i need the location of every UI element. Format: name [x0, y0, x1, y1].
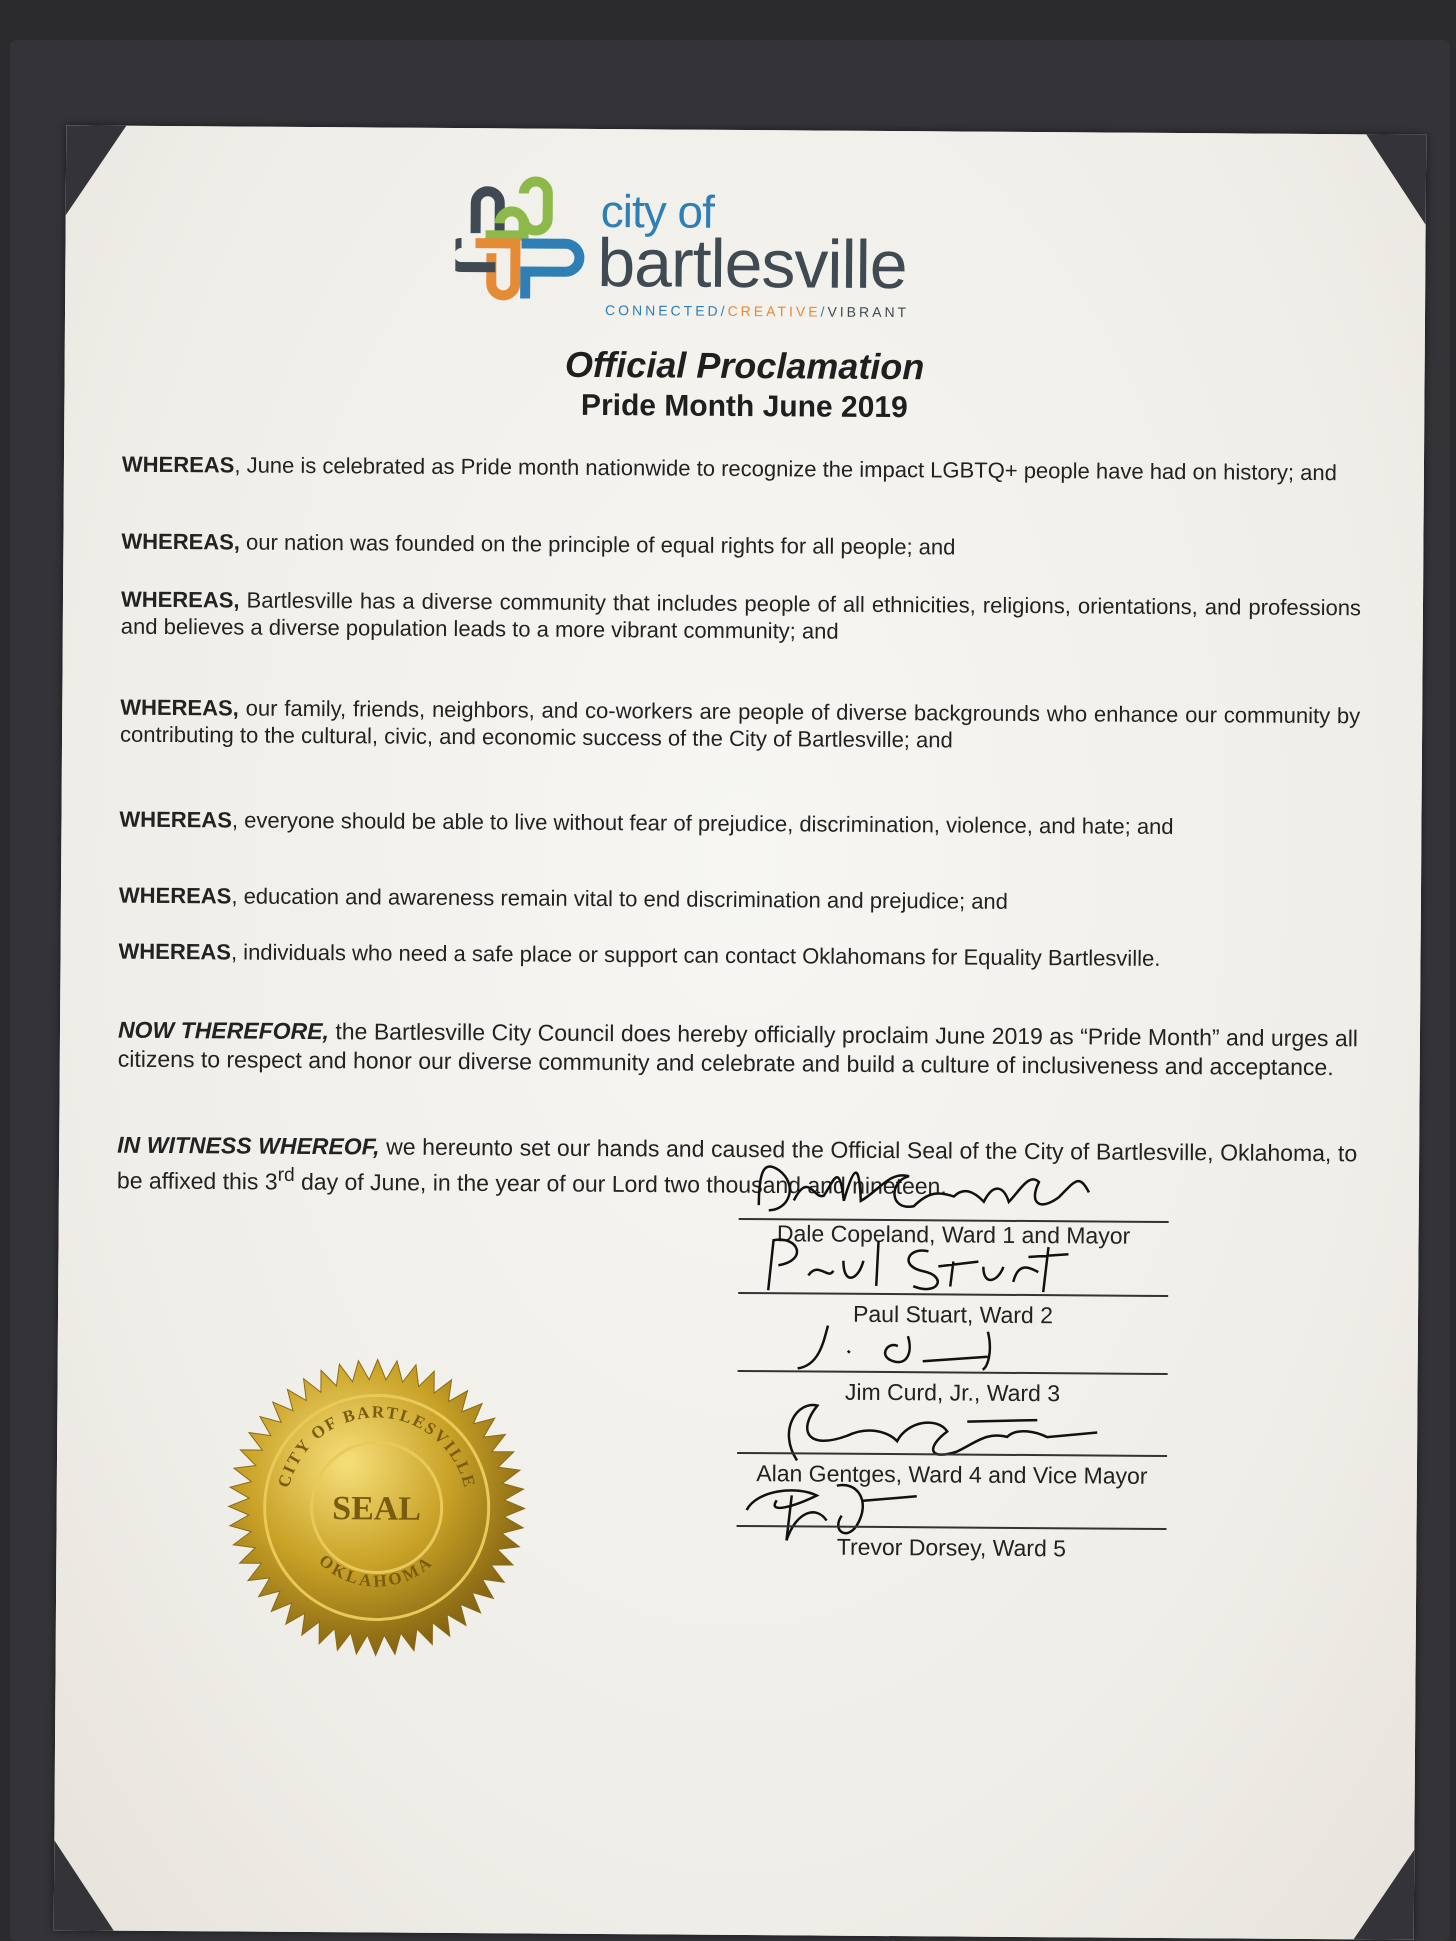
whereas-paragraph [121, 586, 1361, 649]
whereas-text: , education and awareness remain vital to end discrimination and prejudice; and [231, 883, 1009, 914]
witness-text-before: we hereunto set our hands and caused the Official Seal of the City of Bartlesville, Oklahoma, to be affixed this 3 [116, 1133, 1358, 1195]
corner-tab-top-left [66, 125, 127, 215]
seal-ring-top-text: CITY OF BARTLESVILLE [274, 1402, 480, 1491]
signature-label: Alan Gentges, Ward 4 and Vice Mayor [756, 1460, 1148, 1489]
now-therefore-lead: NOW THEREFORE, [117, 1016, 330, 1045]
gold-seal [226, 1356, 528, 1658]
logo-name-text: bartlesville [597, 224, 907, 304]
signature-label: Trevor Dorsey, Ward 5 [836, 1533, 1067, 1562]
seal-ring-bottom-text: OKLAHOMA [315, 1550, 438, 1591]
corner-tab-bottom-left [54, 1840, 115, 1930]
tagline-vibrant: VIBRANT [827, 303, 910, 321]
signature-label: Dale Copeland, Ward 1 and Mayor [776, 1220, 1131, 1249]
seal-center-text: SEAL [332, 1490, 422, 1528]
city-logo [455, 173, 1016, 327]
signature-label: Jim Curd, Jr., Ward 3 [844, 1378, 1061, 1407]
signature-label: Paul Stuart, Ward 2 [853, 1300, 1054, 1329]
whereas-paragraph [119, 806, 1359, 842]
proclamation-document [54, 125, 1427, 1939]
corner-tab-bottom-right [1354, 1849, 1415, 1939]
whereas-lead: WHEREAS [118, 882, 232, 909]
whereas-paragraph [119, 882, 1359, 918]
tagline-connected: CONNECTED [604, 302, 721, 319]
whereas-lead: WHEREAS [119, 806, 233, 833]
whereas-text: , everyone should be able to live without fear of prejudice, discrimination, violence, and hate; and [231, 807, 1174, 840]
whereas-paragraph [118, 938, 1358, 974]
corner-tab-top-right [1366, 134, 1427, 224]
whereas-lead: WHEREAS, [120, 586, 240, 613]
whereas-text: our nation was founded on the principle of equal rights for all people; and [239, 529, 956, 560]
whereas-lead: WHEREAS, [121, 528, 241, 555]
whereas-paragraph [120, 694, 1360, 757]
city-logo-mark-icon [455, 173, 586, 314]
now-therefore-text: the Bartlesville City Council does hereby officially proclaim June 2019 as “Pride Month” and urges all citizens to respect and honor our diverse community and celebrate and build a culture of inclusiveness and acceptance. [117, 1018, 1359, 1081]
whereas-paragraph [121, 528, 1361, 564]
whereas-lead: WHEREAS [118, 938, 232, 965]
signature-scribble [739, 1150, 1159, 1223]
witness-ordinal: rd [277, 1164, 295, 1186]
whereas-text: , individuals who need a safe place or support can contact Oklahomans for Equality Bartlesville. [230, 939, 1161, 971]
whereas-paragraph [122, 451, 1362, 487]
document-subtitle: Pride Month June 2019 [580, 388, 908, 425]
whereas-text: , June is celebrated as Pride month nationwide to recognize the impact LGBTQ+ people have had on history; and [234, 452, 1337, 486]
now-therefore-paragraph [118, 1016, 1358, 1083]
whereas-text: our family, friends, neighbors, and co-workers are people of diverse backgrounds who enhance our community by contributing to the cultural, civic, and economic success of the City of Bartlesville; and [119, 695, 1361, 753]
whereas-text: Bartlesville has a diverse community that includes people of all ethnicities, religions, orientations, and professions and believes a diverse population leads to a more vibrant community; and [120, 587, 1362, 644]
witness-text-after: day of June, in the year of our Lord two thousand and nineteen. [294, 1168, 947, 1200]
whereas-lead: WHEREAS [121, 451, 235, 478]
witness-paragraph [117, 1131, 1357, 1204]
logo-tagline: CONNECTED/CREATIVE/VIBRANT [604, 302, 910, 321]
tagline-creative: CREATIVE [727, 302, 821, 320]
whereas-lead: WHEREAS, [120, 694, 239, 721]
witness-lead: IN WITNESS WHEREOF, [117, 1131, 380, 1160]
logo-city-text: city of [600, 185, 715, 238]
document-title: Official Proclamation [564, 343, 925, 388]
